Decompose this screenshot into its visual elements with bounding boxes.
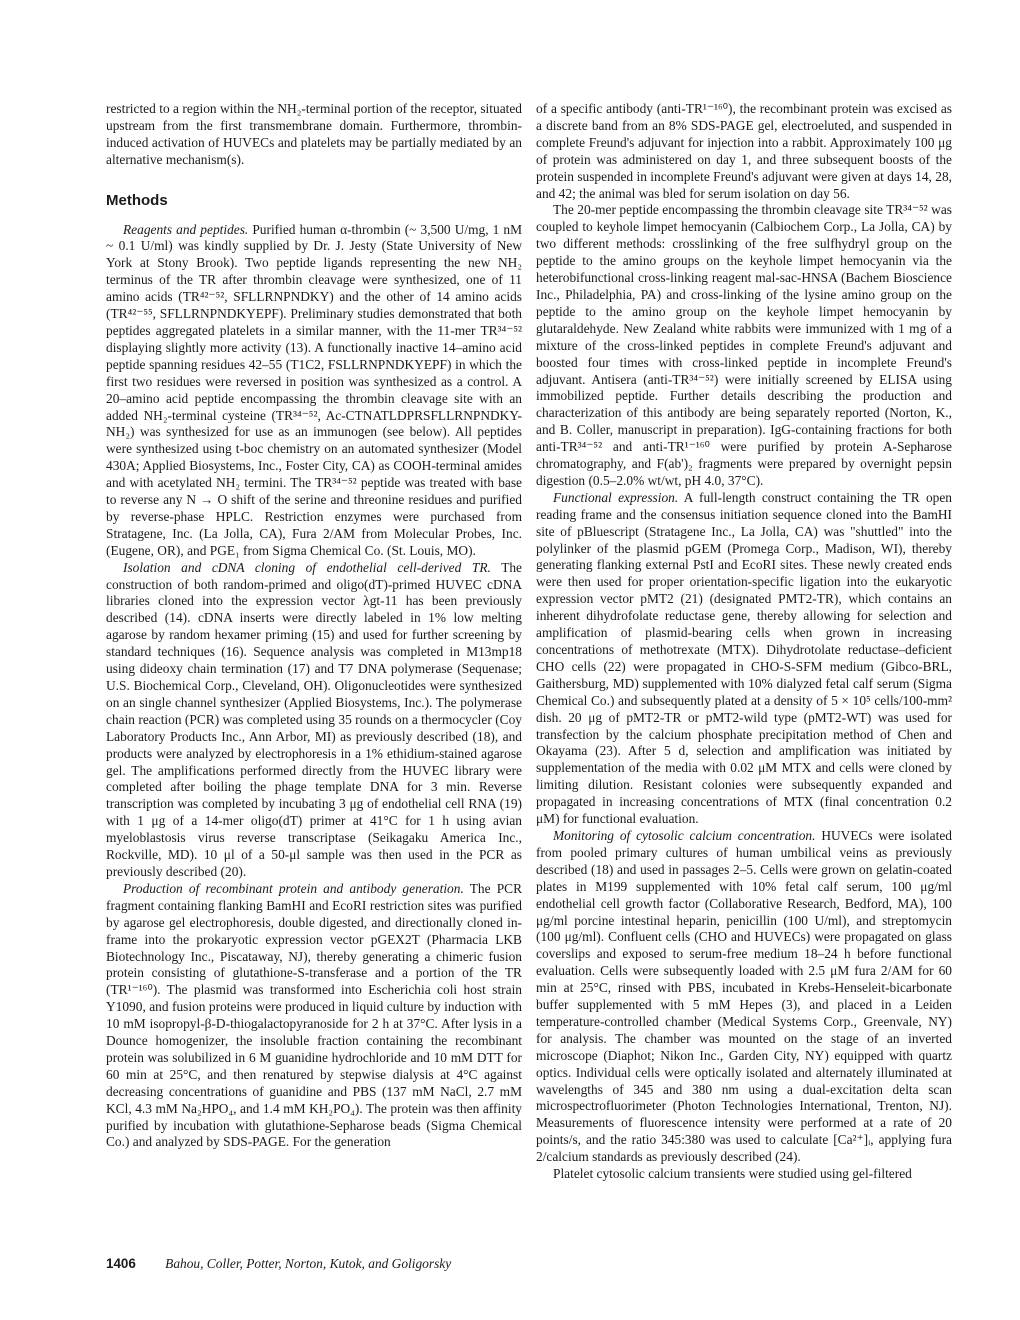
reagents-text: Purified human α-thrombin (~ 3,500 U/mg, 1 nM ~ 0.1 U/ml) was kindly supplied by Dr. J. Jesty (State University of New York at Stony Brook). Two peptide ligands representing the new NH₂ terminus of the TR after thrombin cleavage were synthesized, one of 11 amino acids (TR⁴²⁻⁵², SFLLRNPNDKY) and the other of 14 amino acids (TR⁴²⁻⁵⁵, SFLLRNPNDKYEPF). Preliminary studies demonstrated that both peptides aggregated platelets in a similar manner, with the 11-mer TR³⁴⁻⁵² displaying slightly more activity (13). A functionally inactive 14–amino acid peptide spanning residues 42–55 (T1C2, FSLLRNPNDKYEPF) in which the first two residues were reversed in position was synthesized as a control. A 20–amino acid peptide encompassing the thrombin cleavage site with an added NH₂-terminal cysteine (TR³⁴⁻⁵², Ac-CTNATLDPRSFLLRNPNDKY-NH₂) was synthesized for use as an immunogen (see below). All peptides were synthesized using t-boc chemistry on an automated synthesizer (Model 430A; Applied Biosystems, Inc., Foster City, CA) as COOH-terminal amides and with acetylated NH₂ termini. The TR³⁴⁻⁵² peptide was treated with base to reverse any N → O shift of the serine and threonine residues and purified by reverse-phase HPLC. Restriction enzymes were purchased from Stratagene, Inc. (La Jolla, CA), Fura 2/AM from Molecular Probes, Inc. (Eugene, OR), and PGE₁ from Sigma Chemical Co. (St. Louis, MO).: [106, 221, 522, 558]
antibody-continuation-paragraph: of a specific antibody (anti-TR¹⁻¹⁶⁰), the recombinant protein was excised as a discrete band from an 8% SDS-PAGE gel, electroeluted, and suspended in complete Freund's adjuvant for injection into a rabbit. Approximately 100 μg of protein was administered on day 1, and three subsequent boosts of the protein suspended in incomplete Freund's adjuvant were given at days 14, 28, and 42; the animal was bled for serum isolation on day 56.: [536, 101, 952, 201]
left-column: [106, 101, 522, 1151]
production-subheading: Production of recombinant protein and antibody generation.: [123, 880, 464, 896]
page-footer: [106, 1256, 451, 1272]
isolation-paragraph: [106, 560, 522, 881]
production-text: The PCR fragment containing flanking BamHI and EcoRI restriction sites was purified by agarose gel electrophoresis, double digested, and directionally cloned in-frame into the prokaryotic expression vector pGEX2T (Pharmacia LKB Biotechnology Inc., Piscataway, NJ), thereby generating a chimeric fusion protein consisting of glutathione-S-transferase and a portion of the TR (TR¹⁻¹⁶⁰). The plasmid was transformed into Escherichia coli host strain Y1090, and fusion proteins were produced in liquid culture by induction with 10 mM isopropyl-β-D-thiogalactopyranoside for 2 h at 37°C. After lysis in a Dounce homogenizer, the insoluble fraction containing the recombinant protein was solubilized in 6 M guanidine hydrochloride and 10 mM DTT for 60 min at 25°C, and then renatured by stepwise dialysis at 4°C against decreasing concentrations of guanidine and PBS (137 mM NaCl, 2.7 mM KCl, 4.3 mM Na₂HPO₄, and 1.4 mM KH₂PO₄). The protein was then affinity purified by incubation with glutathione-Sepharose beads (Sigma Chemical Co.) and analyzed by SDS-PAGE. For the generation: [106, 880, 523, 1150]
functional-expression-paragraph: [536, 490, 952, 828]
calcium-monitoring-subheading: Monitoring of cytosolic calcium concentration.: [553, 827, 816, 843]
peptide-coupling-paragraph: The 20-mer peptide encompassing the thrombin cleavage site TR³⁴⁻⁵² was coupled to keyhole limpet hemocyanin (Calbiochem Corp., La Jolla, CA) by two different methods: crosslinking of the free sulfhydryl group on the peptide to the amino groups on the keyhole limpet hemocyanin via the heterobifunctional cross-linking reagent mal-sac-HNSA (Bachem Bioscience Inc., Philadelphia, PA) and cross-linking of the lysine amino group on the peptide to the amino group on the keyhole limpet hemocyanin by glutaraldehyde. New Zealand white rabbits were immunized with 1 mg of a mixture of the cross-linked peptides in complete Freund's adjuvant and boosted four times with cross-linked peptide in incomplete Freund's adjuvant. Antisera (anti-TR³⁴⁻⁵²) were initially screened by ELISA using immobilized peptide. Further details describing the production and characterization of this antibody are being separately reported (Norton, K., and B. Coller, manuscript in preparation). IgG-containing fractions for both anti-TR³⁴⁻⁵² and anti-TR¹⁻¹⁶⁰ were purified by protein A-Sepharose chromatography, and F(ab')₂ fragments were prepared by overnight pepsin digestion (0.5–2.0% wt/wt, pH 4.0, 37°C).: [536, 202, 952, 488]
page-number: 1406: [106, 1256, 136, 1271]
running-authors: Bahou, Coller, Potter, Norton, Kutok, and Goligorsky: [165, 1256, 452, 1271]
reagents-subheading: Reagents and peptides.: [123, 221, 249, 237]
production-paragraph: [106, 881, 522, 1152]
calcium-monitoring-paragraph: [536, 828, 952, 1166]
reagents-paragraph: [106, 222, 522, 560]
isolation-subheading: Isolation and cDNA cloning of endothelial cell-derived TR.: [123, 559, 491, 575]
methods-heading: Methods: [106, 191, 168, 209]
calcium-monitoring-text: HUVECs were isolated from pooled primary cultures of human umbilical veins as previously described (18) and used in passages 2–5. Cells were grown on gelatin-coated plates in M199 supplemented with 10% fetal calf serum, 100 μg/ml endothelial cell growth factor (Collaborative Research, Bedford, MA), 100 μg/ml porcine intestinal heparin, penicillin (100 U/ml), and streptomycin (100 μg/ml). Confluent cells (CHO and HUVECs) were propagated on glass coverslips and exposed to serum-free medium 18–24 h before functional evaluation. Cells were subsequently loaded with 2.5 μM fura 2/AM for 60 min at 25°C, rinsed with PBS, incubated in Krebs-Henseleit-bicarbonate buffer supplemented with 5 mM Hepes (3), and placed in a Leiden temperature-controlled chamber (Medical Systems Corp., Greenvale, NY) for analysis. The chamber was mounted on the stage of an inverted microscope (Diaphot; Nikon Inc., Garden City, NY) equipped with quartz optics. Individual cells were optically isolated and alternately illuminated at wavelengths of 345 and 380 nm using a dual-excitation delta scan microspectrofluorimeter (Photon Technologies International, Trenton, NJ). Measurements of fluorescence intensity were performed at a rate of 20 points/s, and the ratio 345:380 was used to calculate [Ca²⁺]ᵢ, applying fura 2/calcium standards as previously described (24).: [536, 827, 952, 1165]
intro-paragraph: restricted to a region within the NH₂-terminal portion of the receptor, situated upstream from the first transmembrane domain. Furthermore, thrombin-induced activation of HUVECs and platelets may be partially mediated by an alternative mechanism(s).: [106, 101, 522, 167]
functional-expression-subheading: Functional expression.: [553, 489, 679, 505]
platelet-paragraph: Platelet cytosolic calcium transients were studied using gel-filtered: [553, 1166, 912, 1182]
isolation-text: The construction of both random-primed and oligo(dT)-primed HUVEC cDNA libraries cloned into the expression vector λgt-11 has been previously described (14). cDNA inserts were directly labeled in 1% low melting agarose by random hexamer priming (15) and used for further screening by standard techniques (16). Sequence analysis was completed in M13mp18 using dideoxy chain termination (17) and T7 DNA polymerase (Sequenase; U.S. Biochemical Corp., Cleveland, OH). Oligonucleotides were synthesized on an single channel synthesizer (Applied Biosystems, Inc.). The polymerase chain reaction (PCR) was completed using 35 rounds on a thermocycler (Coy Laboratory Products Inc., Ann Arbor, MI) as previously described (18), and products were analyzed by electrophoresis in a 1% ethidium-stained agarose gel. The amplifications performed directly from the HUVEC library were completed after boiling the phage template DNA for 3 min. Reverse transcription was completed by incubating 3 μg of endothelial cell RNA (19) with 1 μg of a 14-mer oligo(dT) primer at 41°C for 1 h using avian myeloblastosis virus reverse transcriptase (Seikagaku America Inc., Rockville, MD). 10 μl of a 50-μl sample was then used in the PCR as previously described (20).: [106, 559, 523, 879]
functional-expression-text: A full-length construct containing the TR open reading frame and the consensus initiation sequence cloned into the BamHI site of pBluescript (Stratagene Inc., La Jolla, CA) was "shuttled" into the polylinker of the plasmid pGEM (Promega Corp., Madison, WI), thereby generating flanking external PstI and EcoRI sites. These newly created ends were then used for proper orientation-specific ligation into the eukaryotic expression vector pMT2 (21) (designated PMT2-TR), which contains an inherent dihydrofolate reductase gene, thereby allowing for selection and amplification of plasmid-bearing cells when grown in increasing concentrations of methotrexate (MTX). Dihydrotolate reductase–deficient CHO cells (22) were propagated in CHO-S-SFM medium (Gibco-BRL, Gaithersburg, MD) supplemented with 10% dialyzed fetal calf serum (Sigma Chemical Co.) and subsequently plated at a density of 5 × 10⁵ cells/100-mm² dish. 20 μg of pMT2-TR or pMT2-wild type (pMT2-WT) was used for transfection by the calcium phosphate precipitation method of Chen and Okayama (23). After 5 d, selection and amplification was initiated by supplementation of the media with 0.02 μM MTX and cells were cloned by limiting dilution. Resistant colonies were subsequently expanded and propagated in increasing concentrations of MTX (final concentration 0.2 μM) for functional evaluation.: [536, 489, 952, 827]
right-column: [536, 101, 952, 1183]
